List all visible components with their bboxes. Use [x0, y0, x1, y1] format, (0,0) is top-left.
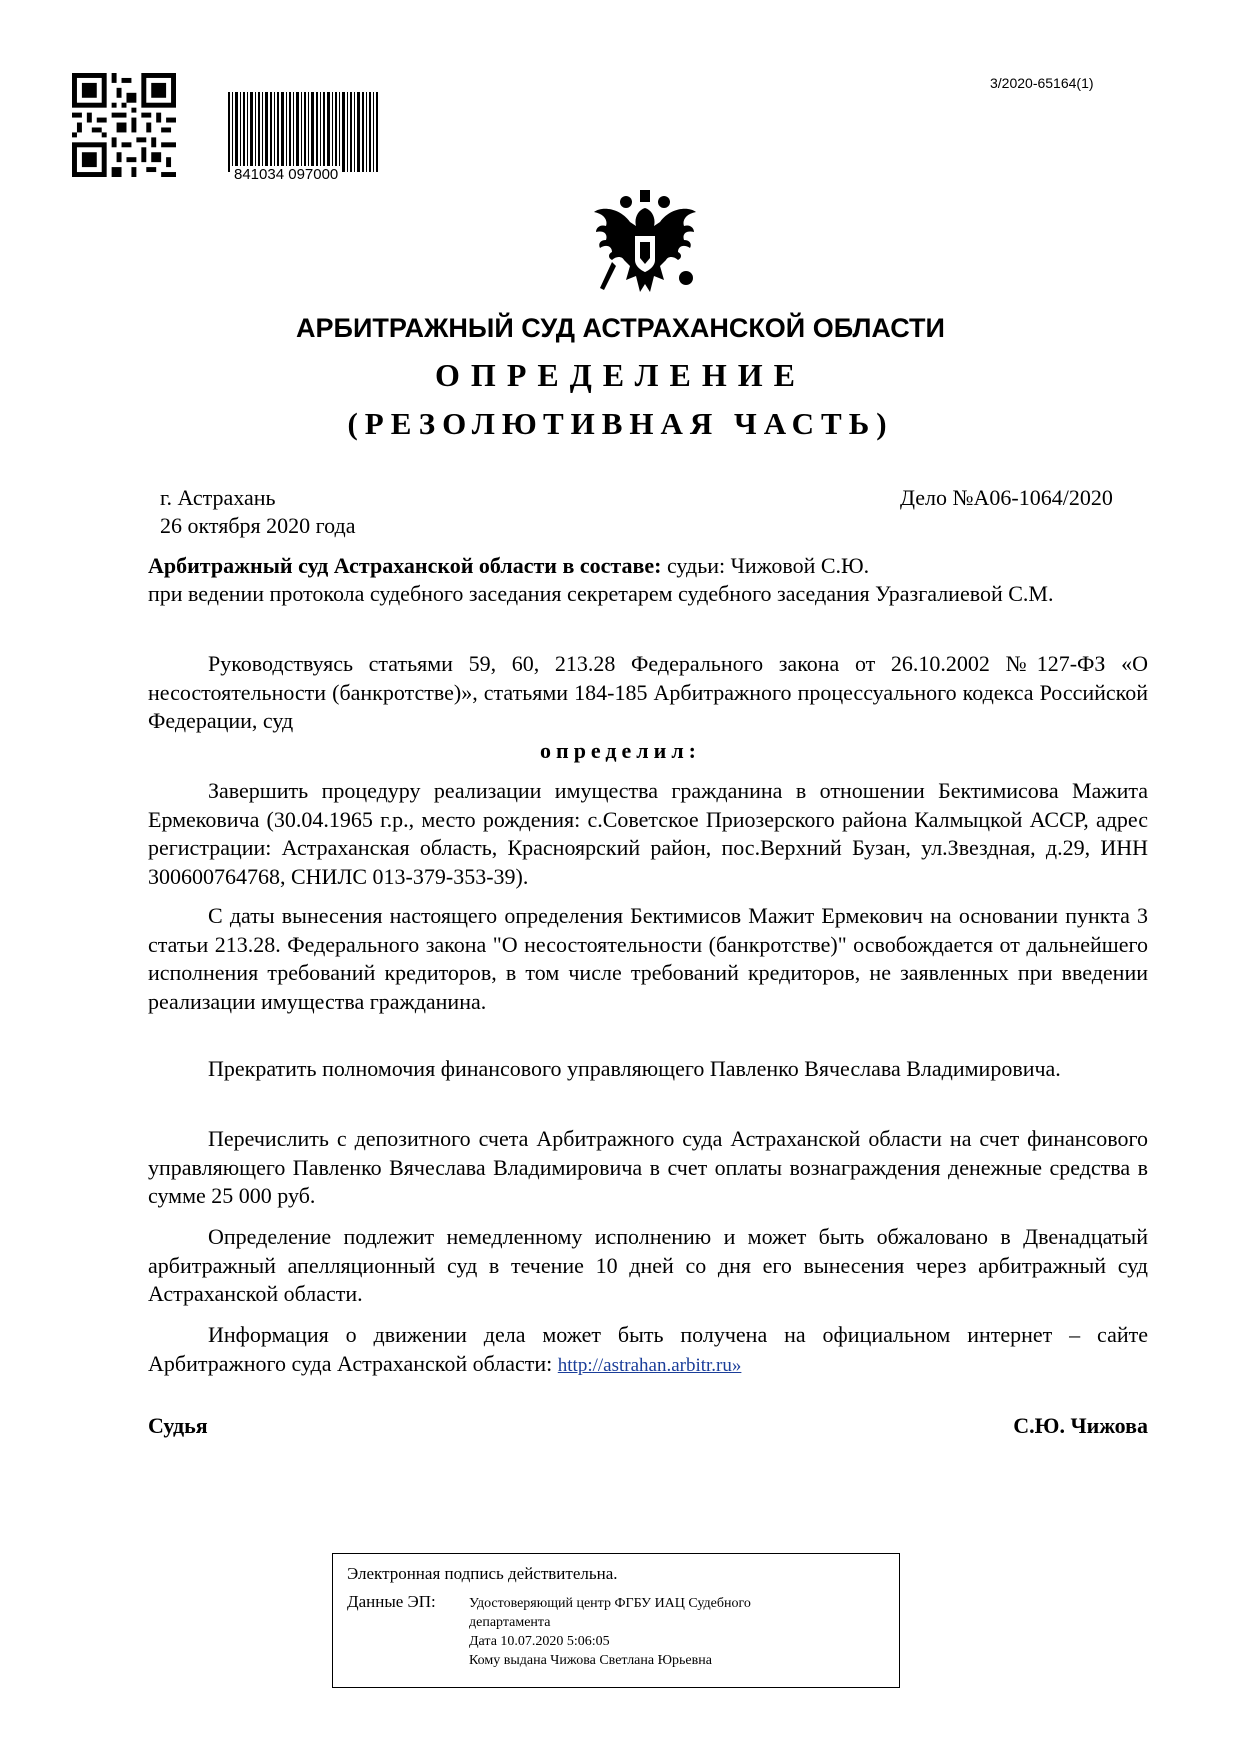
- decided-heading: определил:: [540, 738, 701, 763]
- case-number: Дело №А06-1064/2020: [900, 485, 1113, 510]
- signature-data-label: Данные ЭП:: [347, 1592, 436, 1611]
- paragraph-release: С даты вынесения настоящего определения Бектимисов Мажит Ермекович на основании пункта 3 статьи 213.28. Федерального закона "О несостоятельности (банкротстве)" освобождается от дальнейшего исполнения требований кредиторов, в том числе требований кредиторов, не заявленных при введении реализации имущества гражданина.: [148, 903, 1148, 1014]
- document-reference: 3/2020-65164(1): [990, 75, 1094, 91]
- decision-date: 26 октября 2020 года: [160, 513, 356, 538]
- court-composition: [148, 552, 869, 580]
- composition-judge: судьи: Чижовой С.Ю.: [661, 553, 870, 578]
- paragraph-info: [148, 1321, 1148, 1380]
- qr-code: [72, 73, 176, 177]
- judge-name: С.Ю. Чижова: [1013, 1413, 1148, 1438]
- paragraph-appeal: Определение подлежит немедленному исполнению и может быть обжаловано в Двенадцатый арбитражный апелляционный суд в течение 10 дней со дня его вынесения через арбитражный суд Астраханской области.: [148, 1224, 1148, 1306]
- city: г. Астрахань: [160, 485, 276, 510]
- secretary-line: при ведении протокола судебного заседания секретарем судебного заседания Уразгалиевой С.М.: [148, 581, 1054, 606]
- signature-date: Дата 10.07.2020 5:06:05: [469, 1634, 610, 1649]
- signature-valid-text: Электронная подпись действительна.: [347, 1564, 618, 1583]
- electronic-signature-box: [332, 1553, 900, 1688]
- signature-details: [469, 1594, 751, 1670]
- signature-issuer-cont: департамента: [469, 1615, 551, 1630]
- court-header: АРБИТРАЖНЫЙ СУД АСТРАХАНСКОЙ ОБЛАСТИ: [296, 313, 945, 343]
- paragraph-terminate: Прекратить полномочия финансового управляющего Павленко Вячеслава Владимировича.: [208, 1056, 1061, 1081]
- court-website-link[interactable]: http://astrahan.arbitr.ru»: [557, 1354, 742, 1376]
- paragraph-basis: Руководствуясь статьями 59, 60, 213.28 Федерального закона от 26.10.2002 №127-ФЗ «О несостоятельности (банкротстве)», статьями 184-185 Арбитражного процессуального кодекса Российской Федерации, суд: [148, 651, 1148, 733]
- signature-issuer: Удостоверяющий центр ФГБУ ИАЦ Судебного: [469, 1596, 751, 1611]
- barcode-number: 841034 097000: [234, 166, 339, 183]
- document-subtitle: (РЕЗОЛЮТИВНАЯ ЧАСТЬ): [347, 406, 894, 441]
- judge-label: Судья: [148, 1413, 208, 1438]
- paragraph-transfer: Перечислить с депозитного счета Арбитражного суда Астраханской области на счет финансового управляющего Павленко Вячеслава Владимировича в счет оплаты вознаграждения денежные средства в сумме 25 000 руб.: [148, 1126, 1148, 1208]
- info-text: Информация о движении дела может быть получена на официальном интернет – сайте Арбитражного суда Астраханской области:: [148, 1322, 1148, 1376]
- document-title: ОПРЕДЕЛЕНИЕ: [435, 357, 806, 393]
- coat-of-arms-icon: [590, 188, 700, 300]
- composition-bold: Арбитражный суд Астраханской области в составе:: [148, 553, 662, 578]
- paragraph-complete-procedure: Завершить процедуру реализации имущества гражданина в отношении Бектимисова Мажита Ермековича (30.04.1965 г.р., место рождения: с.Советское Приозерского района Калмыцкой АССР, адрес регистрации: Астраханская область, Красноярский район, пос.Верхний Бузан, ул.Звездная, д.29, ИНН 300600764768, СНИЛС 013-379-353-39).: [148, 778, 1148, 889]
- signature-owner: Кому выдана Чижова Светлана Юрьевна: [469, 1653, 712, 1668]
